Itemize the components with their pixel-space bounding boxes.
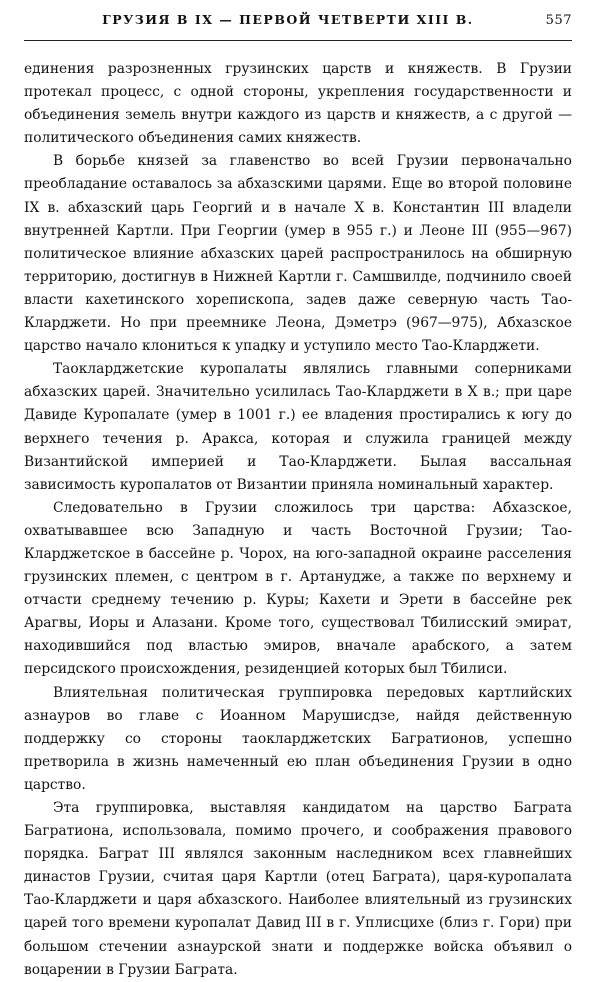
body-text — [24, 58, 572, 982]
paragraph: В борьбе князей за главенство во всей Грузии первоначально преобладание оставалось за абхазскими царями. Еще во второй половине IX в. абхазский царь Георгий и в начале X в. Константин III владели внутренней Картли. При Георгии (умер в 955 г.) и Леоне III (955—967) политическое влияние абхазских царей распространилось на обширную территорию, достигнув в Нижней Картли г. Самшвилде, подчинило своей власти кахетинского хорепископа, задев даже северную часть Тао-Кларджети. Но при преемнике Леона, Дэметрэ (967—975), Абхазское царство начало клониться к упадку и уступило место Тао-Кларджети. — [24, 153, 572, 355]
paragraph: Таокларджетские куропалаты являлись главными соперниками абхазских царей. Значительно усилилась Тао-Кларджети в X в.; при царе Давиде Куропалате (умер в 1001 г.) ее владения простирались к югу до верхнего течения р. Аракса, которая и служила границей между Византийской империей и Тао-Кларджети. Былая вассальная зависимость куропалатов от Византии приняла номинальный характер. — [24, 361, 572, 493]
paragraph: Эта группировка, выставляя кандидатом на царство Баграта Багратиона, использовала, помимо прочего, и соображения правового порядка. Баграт III являлся законным наследником всех главнейших династов Грузии, считая царя Картли (отец Баграта), царя-куропалата Тао-Кларджети и царя абхазского. Наиболее влиятельный из грузинских царей того времени куропалат Давид III в г. Уплисцихе (близ г. Гори) при большом стечении азнаурской знати и поддержке войска объявил о воцарении в Грузии Баграта. — [24, 800, 572, 978]
header-rule — [24, 40, 572, 41]
paragraph: Следовательно в Грузии сложилось три царства: Абхазское, охватывавшее всю Западную и часть Восточной Грузии; Тао-Кларджетское в бассейне р. Чорох, на юго-западной окраине расселения грузинских племен, с центром в г. Артануджe, а также по верхнему и отчасти среднему течению р. Куры; Кахети и Эрети в бассейне рек Арагвы, Иоры и Алазани. Кроме того, существовал Тбилисский эмират, находившийся под властью эмиров, вначале арабского, а затем персидского происхождения, резиденцией которых был Тбилиси. — [24, 499, 572, 678]
page-number: 557 — [545, 13, 572, 28]
page-header — [24, 12, 572, 34]
running-title: ГРУЗИЯ В IX — ПЕРВОЙ ЧЕТВЕРТИ XIII В. — [102, 12, 474, 27]
paragraph-continuation: единения разрозненных грузинских царств и княжеств. В Грузии протекал процесс, с одной стороны, укрепления государственности и объединения земель внутри каждого из царств и княжеств, а с другой — политического объединения самих княжеств. — [24, 61, 572, 147]
paragraph: Влиятельная политическая группировка передовых картлийских азнауров во главе с Иоанном Марушисдзе, найдя действенную поддержку со стороны таокларджетских Багратионов, успешно претворила в жизнь намеченный ею план объединения Грузии в одно царство. — [24, 684, 572, 793]
